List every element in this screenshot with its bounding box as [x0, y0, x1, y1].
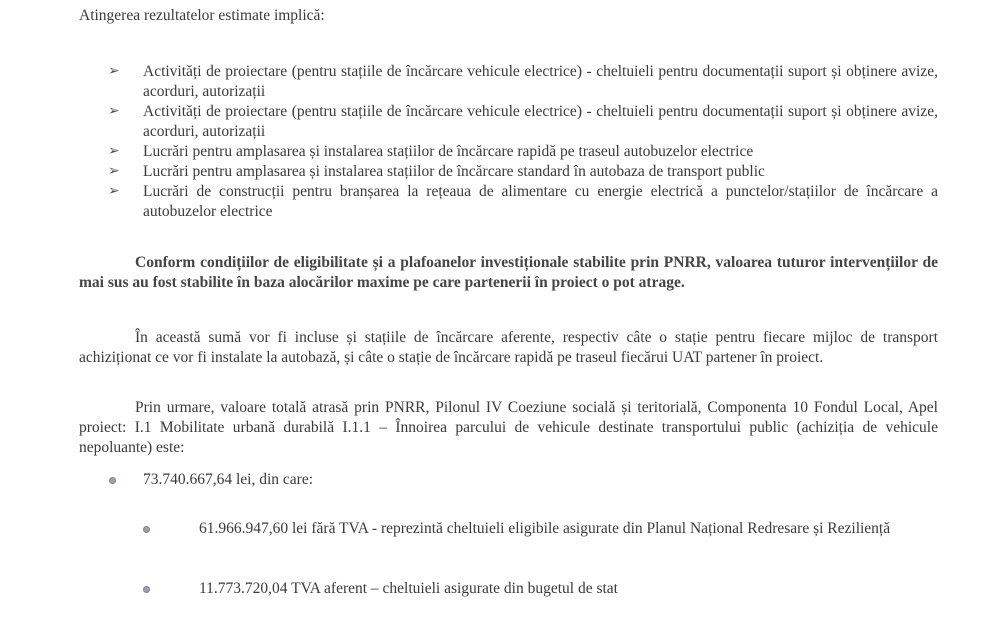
arrow-bullet-icon: ➢ — [108, 104, 120, 119]
list-item — [108, 62, 938, 102]
vat-amount: 11.773.720,04 TVA aferent – cheltuieli asigurate din bugetul de stat — [199, 580, 618, 597]
circle-bullet-icon — [143, 586, 150, 593]
total-amount: 73.740.667,64 lei, din care: — [143, 471, 314, 488]
list-item — [108, 142, 938, 162]
amount-without-vat: 61.966.947,60 lei fără TVA - reprezintă cheltuieli eligibile asigurate din Planul Național Redresare și Reziliență — [199, 520, 891, 537]
list-item-text: Lucrări de construcții pentru branșarea la rețeaua de alimentare cu energie electrică a punctelor/stațiilor de încărcare a autobuzelor electrice — [143, 183, 938, 220]
list-item — [108, 102, 938, 142]
included-paragraph: În această sumă vor fi incluse și stațiile de încărcare aferente, respectiv câte o stație pentru fiecare mijloc de transport achiziționat ce vor fi instalate la autobază, și câte o stație de încărcare rapidă pe traseul fiecărui UAT partener în proiect. — [79, 329, 938, 366]
arrow-bullet-icon: ➢ — [108, 144, 120, 159]
list-item — [108, 182, 938, 222]
total-paragraph: Prin urmare, valoare totală atrasă prin PNRR, Pilonul IV Coeziune socială și teritorială, Componenta 10 Fondul Local, Apel proiect: I.1 Mobilitate urbană durabilă I.1.1 – Înnoirea parcului de vehicule destinate transportului public (achiziția de vehicule nepoluante) este: — [79, 399, 938, 456]
arrow-bullet-icon: ➢ — [108, 184, 120, 199]
arrow-bullet-icon: ➢ — [108, 164, 120, 179]
eligibility-paragraph: Conform condițiilor de eligibilitate și a plafoanelor investiționale stabilite prin PNRR, valoarea tuturor intervențiilor de mai sus au fost stabilite în baza alocărilor maxime pe care partenerii în proiect o pot atrage. — [79, 254, 938, 291]
intro-text: Atingerea rezultatelor estimate implică: — [79, 7, 325, 24]
activities-list — [108, 62, 938, 222]
list-item-text: Activități de proiectare (pentru stațiile de încărcare vehicule electrice) - cheltuieli pentru documentații suport și obținere avize, acorduri, autorizații — [143, 63, 938, 100]
list-item — [108, 162, 938, 182]
circle-bullet-icon — [109, 477, 116, 484]
list-item-text: Activități de proiectare (pentru stațiile de încărcare vehicule electrice) - cheltuieli pentru documentații suport și obținere avize, acorduri, autorizații — [143, 103, 938, 140]
list-item-text: Lucrări pentru amplasarea și instalarea stațiilor de încărcare rapidă pe traseul autobuzelor electrice — [143, 143, 754, 160]
list-item-text: Lucrări pentru amplasarea și instalarea stațiilor de încărcare standard în autobaza de transport public — [143, 163, 765, 180]
arrow-bullet-icon: ➢ — [108, 64, 120, 79]
